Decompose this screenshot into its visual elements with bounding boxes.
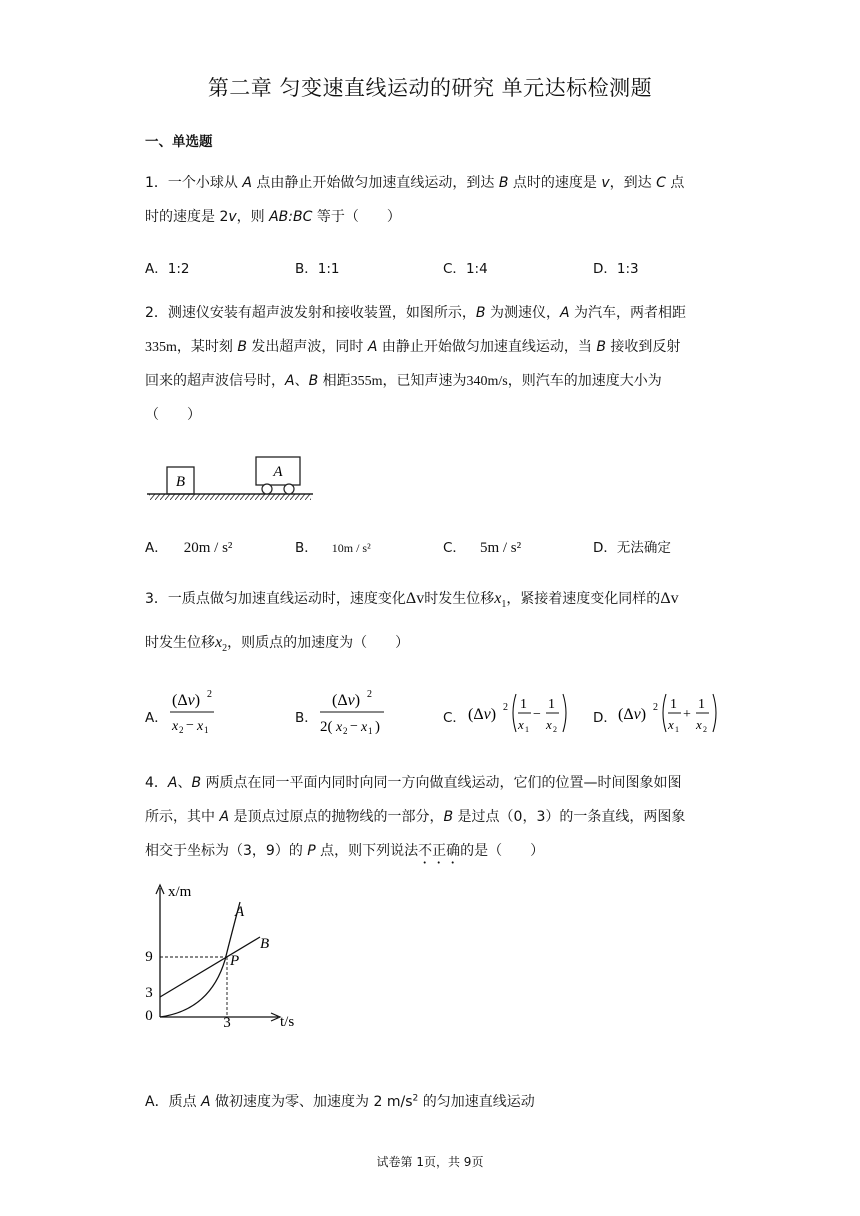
svg-text:2(: 2( bbox=[320, 719, 333, 735]
q1-option-b[interactable] bbox=[295, 257, 340, 277]
svg-text:1: 1 bbox=[670, 697, 677, 712]
q3-text: 时发生位移 bbox=[145, 635, 215, 651]
y-axis-label: x/m bbox=[168, 884, 192, 900]
q2-text: 回来的超声波信号时， bbox=[145, 373, 285, 389]
q2-text: ，某时刻 bbox=[176, 339, 238, 355]
svg-text:−: − bbox=[186, 718, 194, 733]
q4-text: 4． bbox=[145, 775, 168, 791]
q3-line2 bbox=[145, 626, 409, 666]
q3-subscript: 1 bbox=[501, 598, 507, 610]
svg-text:x: x bbox=[546, 717, 552, 732]
q4-text: 两质点在同一平面内同时向同一方向做直线运动，它们的位置—时间图象如图 bbox=[201, 775, 682, 791]
q3-var-x: x bbox=[494, 590, 502, 607]
line-b-label: B bbox=[260, 936, 270, 952]
q2-sound-speed: 340m/s bbox=[466, 374, 508, 389]
option-text: 5m / s² bbox=[479, 540, 522, 556]
svg-text:x: x bbox=[197, 719, 204, 734]
label-b: B bbox=[175, 474, 186, 490]
q1-option-d[interactable] bbox=[593, 257, 639, 277]
svg-text:2: 2 bbox=[653, 702, 658, 713]
q1-text: 点由静止开始做匀加速直线运动，到达 bbox=[251, 175, 499, 191]
q2-distance: 355m bbox=[350, 374, 383, 389]
q2-distance: 335m bbox=[145, 340, 177, 355]
q4-text: 相交于坐标为（3，9）的 bbox=[145, 843, 308, 859]
q4-line2 bbox=[145, 800, 685, 834]
q4-var-a: A bbox=[167, 775, 178, 791]
q1-line1 bbox=[145, 166, 684, 200]
curve-a-label: A bbox=[235, 904, 245, 920]
q4-var-b: B bbox=[443, 809, 454, 825]
q2-text: ，已知声速为 bbox=[382, 373, 467, 389]
q3-line1 bbox=[145, 582, 679, 622]
q2-text: 接收到反射 bbox=[605, 339, 681, 355]
q4-line1 bbox=[145, 766, 682, 800]
svg-text:−: − bbox=[533, 707, 541, 722]
svg-text:(Δv): (Δv) bbox=[172, 692, 201, 709]
option-letter: D． bbox=[593, 540, 617, 556]
svg-text:x: x bbox=[336, 720, 343, 735]
svg-text:−: − bbox=[350, 719, 358, 734]
q1-var-b: B bbox=[498, 175, 509, 191]
svg-text:1: 1 bbox=[698, 697, 705, 712]
q1-ratio: AB:BC bbox=[269, 209, 313, 225]
option-text: 1:3 bbox=[616, 261, 639, 277]
q2-text: 为汽车，两者相距 bbox=[569, 305, 686, 321]
svg-text:): ) bbox=[375, 719, 380, 735]
car-wheel bbox=[284, 484, 294, 494]
svg-text:x: x bbox=[361, 720, 368, 735]
q2-figure bbox=[145, 452, 315, 502]
section-heading: 一、单选题 bbox=[145, 134, 213, 150]
svg-text:2: 2 bbox=[503, 702, 508, 713]
q4-var-p: P bbox=[307, 843, 316, 859]
tick-9: 9 bbox=[145, 949, 153, 965]
option-text: 1:1 bbox=[317, 261, 340, 277]
option-letter: B． bbox=[295, 261, 318, 277]
q3-text: ，紧接着速度变化同样的 bbox=[506, 591, 661, 607]
q1-var-a: A bbox=[242, 175, 252, 191]
q4-text: 所示，其中 bbox=[145, 809, 220, 825]
q4-text: 是过点（0，3）的一条直线，两图象 bbox=[453, 809, 686, 825]
q2-var-b: B bbox=[475, 305, 486, 321]
option-letter: C． bbox=[443, 540, 466, 556]
option-text: 20m / s² bbox=[183, 540, 233, 556]
q1-text: 等于（ ） bbox=[312, 209, 401, 225]
x-axis-label: t/s bbox=[280, 1014, 295, 1030]
page-footer: 试卷第 1页，共 9页 bbox=[376, 1155, 484, 1169]
curve-a bbox=[160, 902, 240, 1017]
svg-text:1: 1 bbox=[520, 697, 527, 712]
q2-option-d[interactable] bbox=[593, 536, 671, 556]
q1-text: 点时的速度是 bbox=[508, 175, 602, 191]
svg-text:1: 1 bbox=[675, 725, 679, 734]
q1-var-v: v bbox=[228, 209, 237, 225]
q1-var-v: v bbox=[601, 175, 610, 191]
q2-var-b: B bbox=[237, 339, 247, 355]
q4-text: 点，则下列说法 bbox=[315, 843, 419, 859]
q3-formula-c bbox=[466, 688, 576, 738]
car-wheel bbox=[262, 484, 272, 494]
q2-option-c[interactable] bbox=[443, 536, 521, 557]
q2-text: 、 bbox=[294, 373, 309, 389]
q2-var-a: A bbox=[285, 373, 295, 389]
q3-delta-v: Δv bbox=[405, 590, 425, 607]
svg-text:+: + bbox=[683, 707, 691, 722]
label-a: A bbox=[273, 464, 283, 480]
svg-text:x: x bbox=[696, 717, 702, 732]
option-text: A．质点 bbox=[145, 1094, 202, 1110]
svg-text:1: 1 bbox=[204, 725, 209, 735]
svg-text:1: 1 bbox=[525, 725, 529, 734]
ground-hatch bbox=[149, 494, 311, 500]
q2-line4: （ ） bbox=[145, 407, 201, 423]
q1-var-c: C bbox=[656, 175, 666, 191]
q4-var-b: B bbox=[191, 775, 202, 791]
q3-text: 3．一质点做匀加速直线运动时，速度变化 bbox=[145, 591, 406, 607]
q3-option-b-letter[interactable]: B． bbox=[295, 710, 318, 726]
option-text: 1:4 bbox=[465, 261, 488, 277]
option-letter: A． bbox=[145, 261, 168, 277]
q2-var-b: B bbox=[596, 339, 606, 355]
q3-subscript: 2 bbox=[222, 642, 228, 654]
q1-option-c[interactable] bbox=[443, 257, 488, 277]
point-p-label: P bbox=[230, 953, 240, 969]
option-text: 无法确定 bbox=[616, 540, 671, 556]
q2-var-b: B bbox=[308, 373, 319, 389]
q2-var-a: A bbox=[559, 305, 570, 321]
q3-delta-v: Δv bbox=[660, 590, 679, 607]
q3-formula-b bbox=[318, 688, 388, 738]
q3-option-c-letter[interactable]: C． bbox=[443, 710, 466, 726]
q2-text: ，则汽车的加速度大小为 bbox=[507, 373, 662, 389]
page-title: 第二章 匀变速直线运动的研究 单元达标检测题 bbox=[207, 76, 653, 100]
option-text: 做初速度为零、加速度为 2 m/s bbox=[210, 1094, 413, 1110]
tick-t3: 3 bbox=[223, 1015, 231, 1030]
q3-var-x: x bbox=[215, 634, 223, 651]
svg-text:2: 2 bbox=[207, 689, 212, 700]
q2-line1 bbox=[145, 296, 686, 330]
q1-text: 1．一个小球从 bbox=[145, 175, 243, 191]
q2-text: 2．测速仪安装有超声波发射和接收装置，如图所示， bbox=[145, 305, 476, 321]
option-text: 10m / s² bbox=[331, 541, 371, 555]
svg-text:x: x bbox=[172, 719, 179, 734]
q4-text: 的是（ ） bbox=[460, 843, 545, 859]
q3-text: 时发生位移 bbox=[424, 591, 495, 607]
option-letter: D． bbox=[593, 261, 617, 277]
q1-text: ，则 bbox=[236, 209, 270, 225]
svg-text:2: 2 bbox=[179, 725, 184, 735]
q2-line3 bbox=[145, 364, 662, 399]
svg-text:(Δv): (Δv) bbox=[332, 692, 361, 709]
svg-text:2: 2 bbox=[703, 725, 707, 734]
option-letter: C． bbox=[443, 261, 466, 277]
q3-option-d-letter[interactable]: D． bbox=[593, 710, 617, 726]
q2-line2 bbox=[145, 330, 680, 365]
q3-formula-a bbox=[168, 688, 218, 736]
q1-option-a[interactable] bbox=[145, 257, 189, 277]
q1-text: 点 bbox=[665, 175, 685, 191]
q2-text: 为测速仪， bbox=[485, 305, 560, 321]
q2-option-a[interactable] bbox=[145, 536, 232, 557]
q4-option-a[interactable] bbox=[145, 1091, 535, 1111]
q3-option-a-letter[interactable]: A． bbox=[145, 710, 168, 726]
svg-text:x: x bbox=[518, 717, 524, 732]
q4-emphasis: 不正确 bbox=[418, 843, 461, 859]
q4-var-a: A bbox=[201, 1094, 211, 1110]
q3-text: ，则质点的加速度为（ ） bbox=[227, 635, 410, 651]
q2-text: 由静止开始做匀加速直线运动，当 bbox=[377, 339, 597, 355]
superscript: 2 bbox=[412, 1093, 419, 1104]
option-letter: A． bbox=[145, 540, 168, 556]
q1-line2 bbox=[145, 200, 401, 234]
q4-text: 、 bbox=[177, 775, 192, 791]
svg-text:2: 2 bbox=[553, 725, 557, 734]
tick-3: 3 bbox=[145, 985, 153, 1001]
origin-label: 0 bbox=[145, 1008, 153, 1024]
svg-text:(Δv): (Δv) bbox=[468, 706, 497, 723]
q1-text: ，到达 bbox=[609, 175, 657, 191]
q1-text: 时的速度是 2 bbox=[145, 209, 229, 225]
q4-position-time-graph bbox=[140, 880, 320, 1030]
svg-text:x: x bbox=[668, 717, 674, 732]
q3-formula-d bbox=[616, 688, 726, 738]
q4-line3 bbox=[145, 834, 544, 868]
option-text: 1:2 bbox=[167, 261, 190, 277]
option-text: 的匀加速直线运动 bbox=[418, 1094, 535, 1110]
q2-text: 相距 bbox=[318, 373, 351, 389]
svg-text:2: 2 bbox=[367, 689, 372, 700]
q4-var-a: A bbox=[219, 809, 230, 825]
q2-option-b[interactable] bbox=[295, 536, 371, 556]
svg-text:2: 2 bbox=[343, 726, 348, 736]
line-b bbox=[160, 937, 260, 997]
option-letter: B． bbox=[295, 540, 318, 556]
q4-text: 是顶点过原点的抛物线的一部分， bbox=[229, 809, 444, 825]
q2-var-a: A bbox=[367, 339, 378, 355]
svg-text:1: 1 bbox=[368, 726, 373, 736]
svg-text:1: 1 bbox=[548, 697, 555, 712]
svg-text:(Δv): (Δv) bbox=[618, 706, 647, 723]
q2-text: 发出超声波，同时 bbox=[246, 339, 368, 355]
